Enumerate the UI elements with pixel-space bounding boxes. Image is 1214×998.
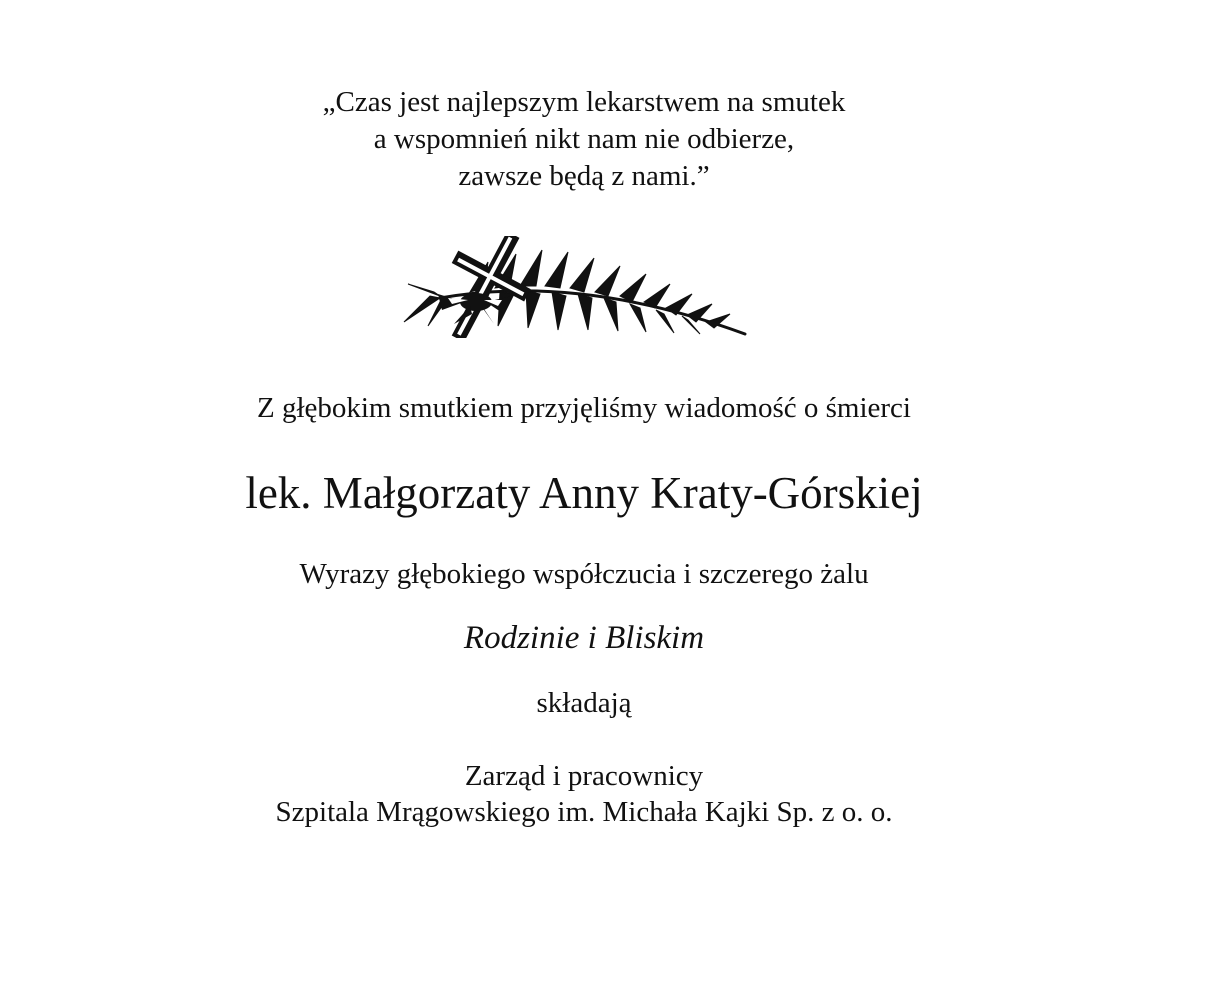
memorial-quote — [0, 84, 1168, 195]
quote-line-3: zawsze będą z nami.” — [458, 160, 710, 192]
verb-text: składają — [536, 687, 632, 719]
quote-line-1: „Czas jest najlepszym lekarstwem na smutek — [322, 86, 846, 118]
cross-palm-icon — [400, 236, 750, 338]
signature — [0, 758, 1168, 830]
signature-line-2: Szpitala Mrągowskiego im. Michała Kajki Sp. z o. o. — [275, 796, 893, 828]
deceased-name: lek. Małgorzaty Anny Kraty-Górskiej — [245, 468, 923, 518]
condolence-text: Wyrazy głębokiego współczucia i szczerego żalu — [299, 558, 869, 590]
quote-line-2: a wspomnień nikt nam nie odbierze, — [373, 123, 795, 155]
recipients-text: Rodzinie i Bliskim — [463, 620, 705, 656]
signature-line-1: Zarząd i pracownicy — [464, 760, 704, 792]
intro-text: Z głębokim smutkiem przyjęliśmy wiadomość o śmierci — [256, 392, 911, 424]
